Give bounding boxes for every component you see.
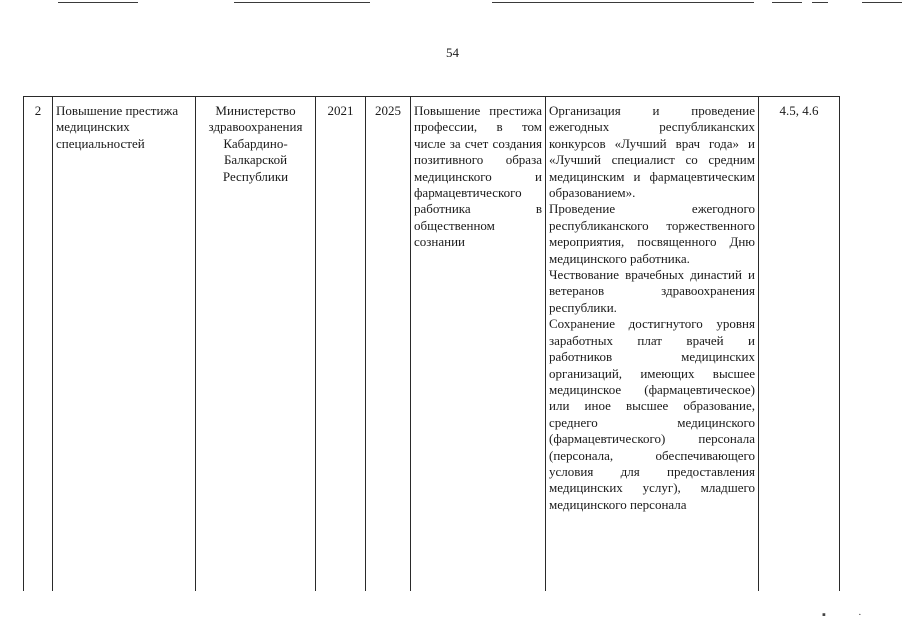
event-paragraph: Сохранение достигнутого уровня заработных плат врачей и работников медицинских организаций, имеющих высшее медицинское (фармацевтическое) или иное высшее образование, среднего медицинского (фармацевтического) персонала (персонала, обеспечивающего условия для предоставления медицинских услуг), младшего медицинского персонала [549, 316, 755, 512]
measure-name: Повышение престижа медицинских специальностей [56, 103, 179, 151]
program-table [23, 96, 840, 591]
indicators-cell [759, 97, 840, 592]
start-year-cell [316, 97, 366, 592]
start-year: 2021 [327, 103, 354, 118]
events-cell [546, 97, 759, 592]
goal-text: Повышение престижа профессии, в том числе за счет создания позитивного образа медицинского и фармацевтического работника в общественном сознании [414, 103, 542, 250]
scan-speck: · [858, 609, 862, 621]
scan-artifact-line [234, 2, 370, 3]
measure-name-cell [53, 97, 196, 592]
page-number: 54 [446, 45, 459, 60]
event-paragraph: Чествование врачебных династий и ветеранов здравоохранения республики. [549, 267, 755, 315]
event-paragraph: Организация и проведение ежегодных республиканских конкурсов «Лучший врач года» и «Лучший специалист со средним медицинским и фармацевтическим образованием». [549, 103, 755, 201]
row-number: 2 [34, 103, 42, 118]
end-year: 2025 [375, 103, 401, 118]
scan-artifact-line [862, 2, 902, 3]
scan-artifact-line [58, 2, 138, 3]
row-number-cell [24, 97, 53, 592]
event-paragraph: Проведение ежегодного республиканского торжественного мероприятия, посвященного Дню медицинского работника. [549, 201, 755, 266]
table-row [24, 97, 840, 592]
end-year-cell [366, 97, 411, 592]
goal-cell [411, 97, 546, 592]
scan-artifact-line [812, 2, 828, 3]
scan-artifact-line [772, 2, 802, 3]
executor-cell [196, 97, 316, 592]
scan-artifact-line [492, 2, 754, 3]
indicators: 4.5, 4.6 [779, 103, 819, 118]
scan-speck: ▪ [822, 609, 826, 621]
executor: Министерство здравоохранения Кабардино-Балкарской Республики [208, 103, 303, 184]
